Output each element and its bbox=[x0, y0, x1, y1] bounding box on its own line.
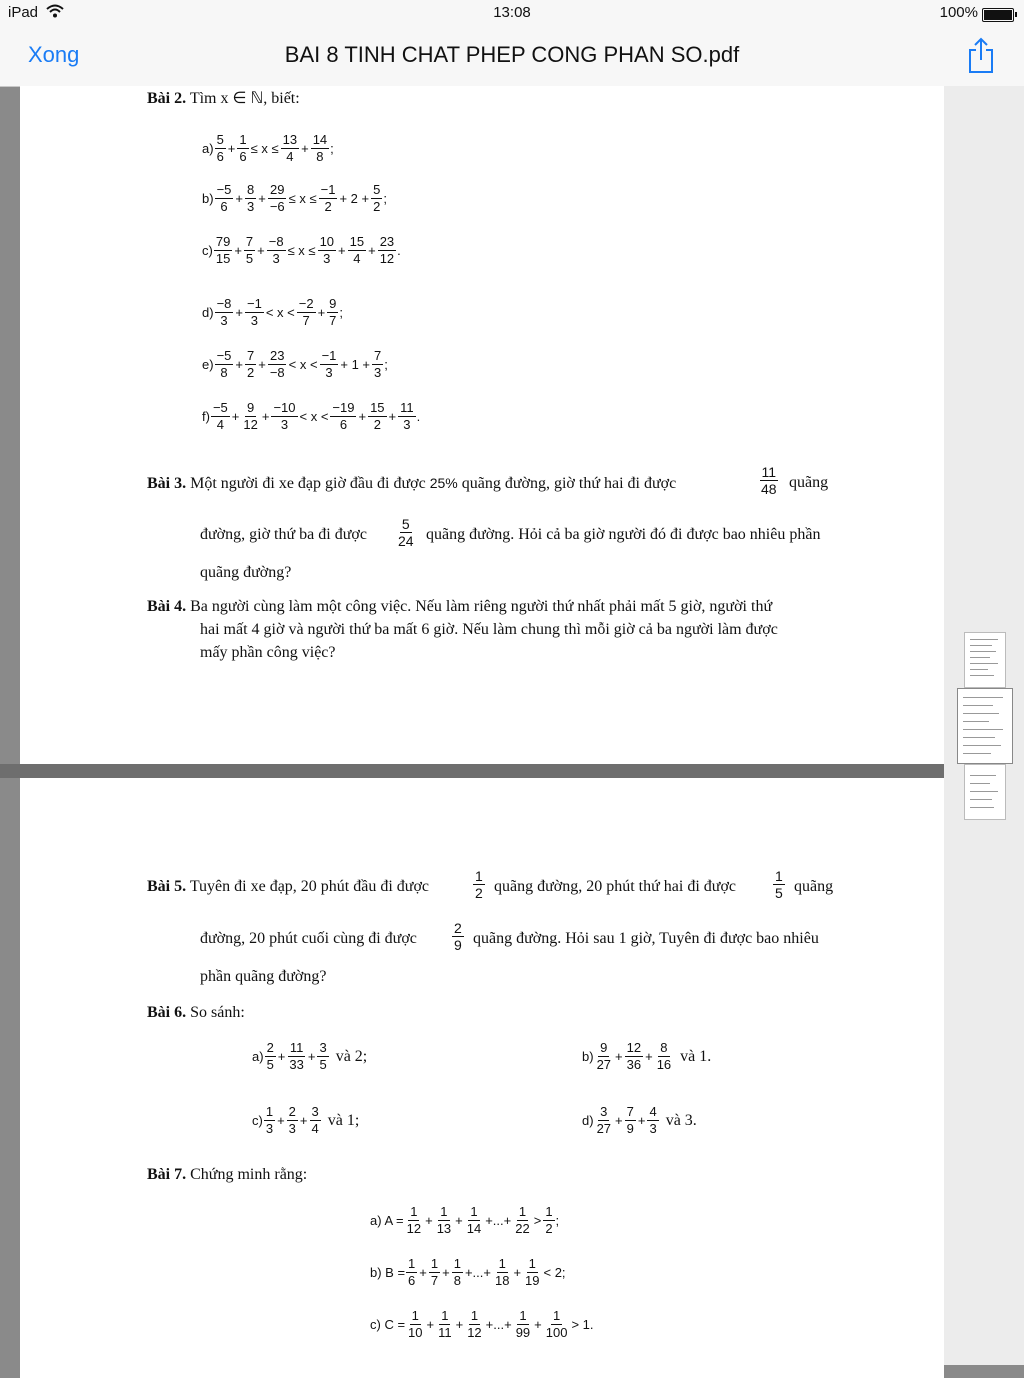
exercise-3-line3: quãng đường? bbox=[200, 564, 292, 581]
exercise-3-line1: Bài 3. Một người đi xe đạp giờ đầu đi được 25% quãng đường, giờ thứ hai đi được bbox=[147, 475, 677, 492]
ex2-a: a) $\frac{5}{6}$ + $\frac{1}{6}$ ≤ x ≤ $\frac{13}{4}$ + $\frac{14}{8}$ ; bbox=[202, 132, 334, 164]
ex2-c: c) $\frac{79}{15}$ + $\frac{7}{5}$ + $\frac{-8}{3}$ ≤ x ≤ $\frac{10}{3}$ + $\frac{15}{4}$ + $\frac{23}{12}$ . bbox=[202, 234, 401, 266]
exercise-5-line2b: quãng đường. Hỏi sau 1 giờ, Tuyên đi được bao nhiêu bbox=[473, 930, 819, 947]
share-icon[interactable] bbox=[966, 36, 996, 74]
exercise-5-line3: phần quãng đường? bbox=[200, 968, 327, 985]
ex6-c: c) $\frac{1}{3}$ + $\frac{2}{3}$ + $\frac{3}{4}$ và 1; bbox=[252, 1104, 360, 1136]
exercise-3-line2b: quãng đường. Hỏi cả ba giờ người đó đi được bao nhiêu phần bbox=[426, 526, 821, 543]
ex7-b: b) B = $\frac{1}{6}$ + $\frac{1}{7}$ + $\frac{1}{8}$ +...+ $\frac{1}{18}$ + $\frac{1}{19}$ < 2; bbox=[370, 1256, 566, 1288]
ex5-fraction-3: $\frac{2}{9}$ bbox=[454, 920, 462, 953]
carrier-label: iPad bbox=[8, 4, 39, 21]
ex2-e: e) $\frac{-5}{8}$ + $\frac{7}{2}$ + $\frac{23}{-8}$ < x < $\frac{-1}{3}$ + 1 + $\frac{7}{3}$ ; bbox=[202, 348, 388, 380]
battery-percent: 100% bbox=[939, 4, 978, 21]
ex3-line1-end: quãng bbox=[789, 474, 829, 491]
ex3-fraction-1: $\frac{11}{48}$ bbox=[761, 464, 777, 497]
ex6-b: b) $\frac{9}{27}$ + $\frac{12}{36}$ + $\frac{8}{16}$ và 1. bbox=[582, 1040, 712, 1072]
ex5-fraction-2: $\frac{1}{5}$ bbox=[775, 868, 783, 901]
exercise-4-line2: hai mất 4 giờ và người thứ ba mất 6 giờ. Nếu làm chung thì mỗi giờ cả ba người làm được bbox=[200, 621, 778, 638]
clock: 13:08 bbox=[493, 4, 531, 21]
page-thumbnail-2[interactable] bbox=[957, 688, 1013, 764]
exercise-5-line1a: Bài 5. Tuyên đi xe đạp, 20 phút đầu đi được bbox=[147, 878, 430, 895]
ex6-d: d) $\frac{3}{27}$ + $\frac{7}{9}$ + $\frac{4}{3}$ và 3. bbox=[582, 1104, 697, 1136]
exercise-5-line1b: quãng đường, 20 phút thứ hai đi được bbox=[494, 878, 737, 895]
exercise-4-line3: mấy phần công việc? bbox=[200, 644, 336, 661]
ex2-d: d) $\frac{-8}{3}$ + $\frac{-1}{3}$ < x < $\frac{-2}{7}$ + $\frac{9}{7}$ ; bbox=[202, 296, 344, 328]
ex7-a: a) A = $\frac{1}{12}$ + $\frac{1}{13}$ + $\frac{1}{14}$ +...+ $\frac{1}{22}$ > $\frac{1}{2}$ ; bbox=[370, 1204, 560, 1236]
exercise-7-heading: Bài 7. Chứng minh rằng: bbox=[147, 1166, 308, 1183]
status-bar bbox=[0, 0, 1024, 28]
battery-icon bbox=[982, 8, 1014, 22]
done-button[interactable]: Xong bbox=[28, 42, 80, 67]
pdf-page-2 bbox=[20, 778, 944, 1378]
pdf-page-1 bbox=[20, 86, 944, 764]
nav-bar bbox=[0, 28, 1024, 87]
page-thumbnail-1[interactable] bbox=[964, 632, 1006, 688]
exercise-4-line1: Bài 4. Ba người cùng làm một công việc. Nếu làm riêng người thứ nhất phải mất 5 giờ, người thứ bbox=[147, 598, 773, 615]
ex6-a: a) $\frac{2}{5}$ + $\frac{11}{33}$ + $\frac{3}{5}$ và 2; bbox=[252, 1040, 368, 1072]
ex5-fraction-1: $\frac{1}{2}$ bbox=[475, 868, 483, 901]
ex3-fraction-2: $\frac{5}{24}$ bbox=[398, 516, 414, 549]
exercise-6-heading: Bài 6. So sánh: bbox=[147, 1004, 245, 1021]
exercise-3-line2a: đường, giờ thứ ba đi được bbox=[200, 526, 367, 543]
ex7-c: c) C = $\frac{1}{10}$ + $\frac{1}{11}$ + $\frac{1}{12}$ +...+ $\frac{1}{99}$ + $\frac{1}{100}$ > 1. bbox=[370, 1308, 594, 1340]
ex2-b: b) $\frac{-5}{6}$ + $\frac{8}{3}$ + $\frac{29}{-6}$ ≤ x ≤ $\frac{-1}{2}$ + 2 + $\frac{5}{2}$ ; bbox=[202, 182, 387, 214]
document-title: BAI 8 TINH CHAT PHEP CONG PHAN SO.pdf bbox=[284, 42, 740, 67]
ex2-f: f) $\frac{-5}{4}$ + $\frac{9}{12}$ + $\frac{-10}{3}$ < x < $\frac{-19}{6}$ + $\frac{15}{2}$ + $\frac{11}{3}$ . bbox=[202, 400, 421, 432]
exercise-5-line2a: đường, 20 phút cuối cùng đi được bbox=[200, 930, 417, 947]
page-separator bbox=[0, 764, 944, 778]
exercise-5-line1c: quãng bbox=[794, 878, 834, 895]
exercise-2-heading: Bài 2. Tìm x ∈ ℕ, biết: bbox=[147, 90, 300, 107]
page-thumbnail-3[interactable] bbox=[964, 764, 1006, 820]
